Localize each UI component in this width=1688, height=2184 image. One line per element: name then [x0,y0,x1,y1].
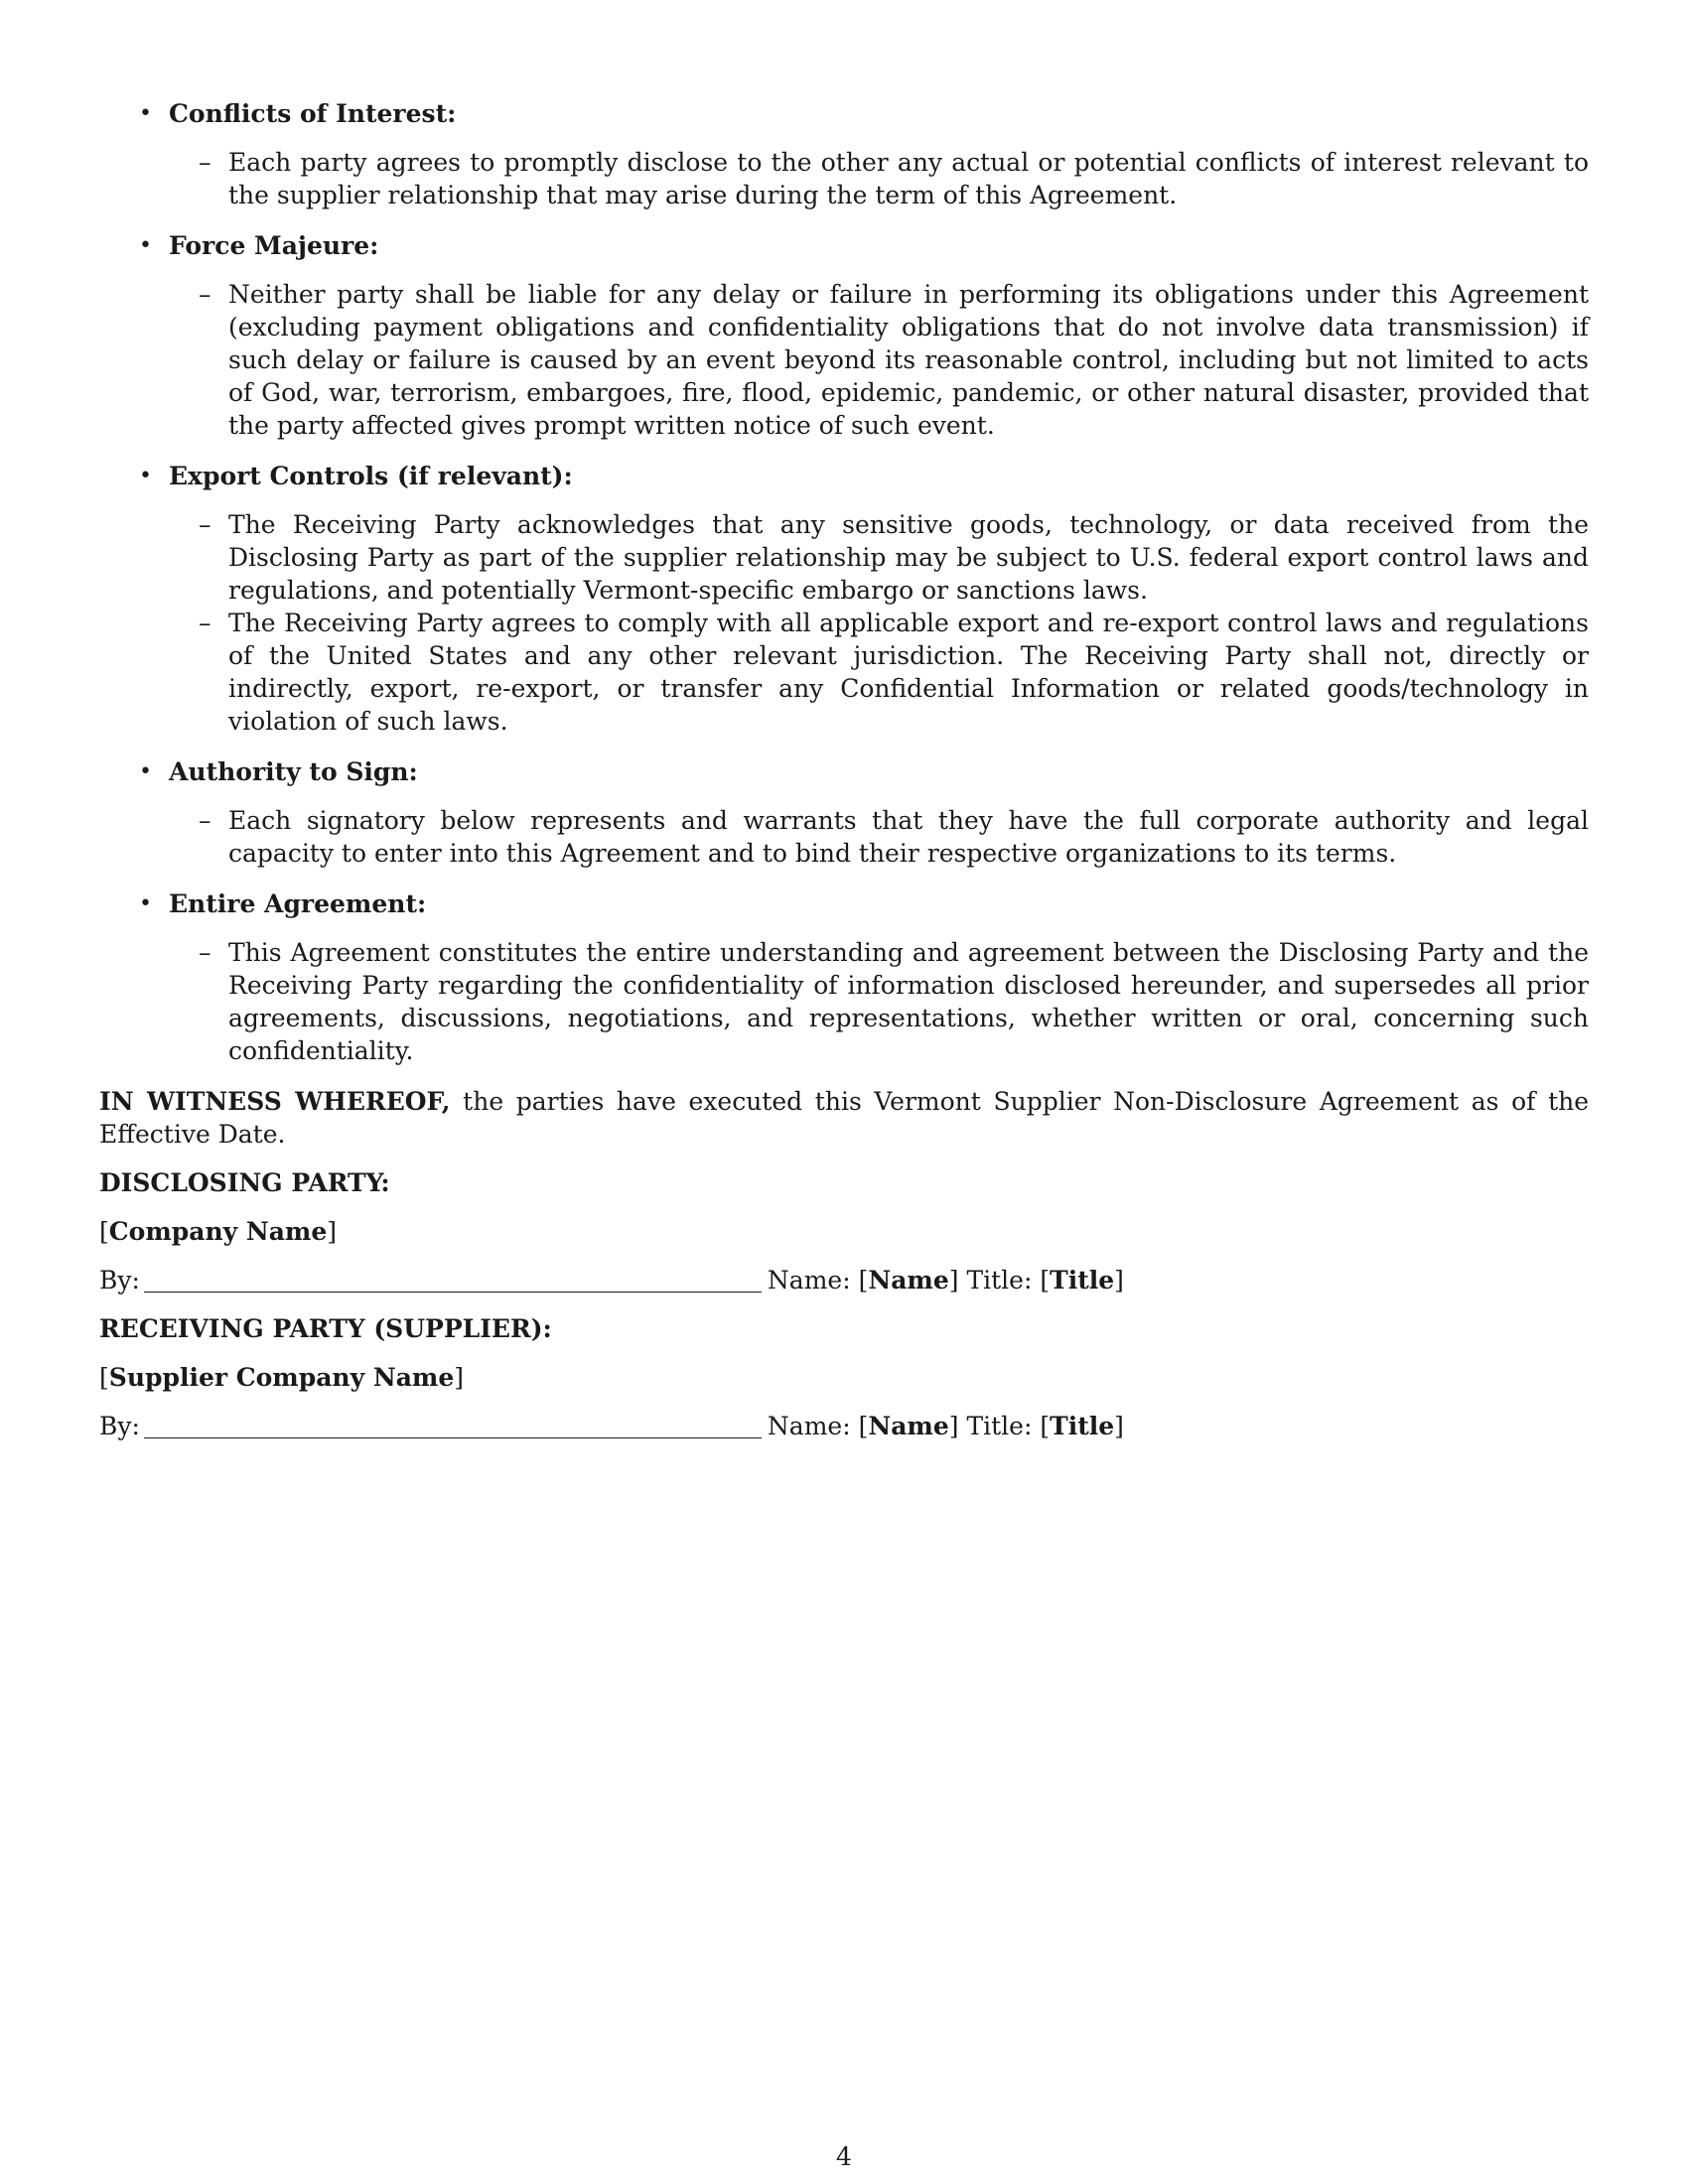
dash-icon: – [199,806,211,835]
section-title: Entire Agreement: [169,889,427,918]
title-placeholder: Title [1050,1266,1115,1295]
witness-text: the parties have executed this Vermont Supplier Non-Disclosure Agreement as of the Effective Date. [99,1087,1590,1149]
clause-item [169,804,1589,870]
bullet-icon: • [139,759,152,784]
name-label: Name: [767,1266,851,1295]
clause-text: Neither party shall be liable for any delay or failure in performing its obligations under this Agreement (excluding payment obligations and confidentiality obligations that do not involve data transmission) if such delay or failure is caused by an event beyond its reasonable control, including but not limited to acts of God, war, terrorism, embargoes, fire, flood, epidemic, pandemic, or other natural disaster, provided that the party affected gives prompt written notice of such event. [228,280,1589,440]
section-title: Conflicts of Interest: [169,99,457,128]
clause-item [169,508,1589,607]
section-entire-agreement [99,887,1589,1067]
witness-lead: IN WITNESS WHEREOF, [99,1087,451,1116]
name-placeholder: Name [868,1266,949,1295]
clause-item [169,278,1589,442]
dash-icon: – [199,938,211,967]
bullet-icon: • [139,233,152,258]
section-title: Export Controls (if relevant): [169,462,573,490]
bullet-icon: • [139,464,152,488]
disclosing-company-name: [Company Name] [99,1217,338,1246]
dash-icon: – [199,148,211,177]
receiving-signature-line: By: Name: [Name] Title: [Title] [99,1412,1124,1440]
witness-clause [99,1085,1589,1151]
section-title: Authority to Sign: [169,757,418,786]
clause-item [169,936,1589,1067]
clause-text: The Receiving Party acknowledges that any sensitive goods, technology, or data received from the Disclosing Party as part of the supplier relationship may be subject to U.S. federal export control laws and regulations, and potentially Vermont-specific embargo or sanctions laws. [228,510,1589,605]
title-label: Title: [966,1266,1033,1295]
clause-text: The Receiving Party agrees to comply with all applicable export and re-export control laws and regulations of the United States and any other relevant jurisdiction. The Receiving Party shall not, directly or indirectly, export, re-export, or transfer any Confidential Information or related goods/technology in violation of such laws. [228,609,1589,736]
by-label: By: [99,1412,140,1440]
section-title: Force Majeure: [169,231,379,260]
by-label: By: [99,1266,140,1295]
section-export-controls [99,460,1589,738]
name-label: Name: [767,1412,851,1440]
name-placeholder: Name [868,1412,949,1440]
section-force-majeure [99,229,1589,442]
clause-text: Each party agrees to promptly disclose to the other any actual or potential conflicts of interest relevant to the supplier relationship that may arise during the term of this Agreement. [228,148,1589,209]
disclosing-signature-line: By: Name: [Name] Title: [Title] [99,1266,1124,1295]
dash-icon: – [199,510,211,539]
receiving-party-heading: RECEIVING PARTY (SUPPLIER): [99,1314,552,1343]
company-name-placeholder: Supplier Company Name [108,1363,455,1392]
document-page [99,97,1589,1458]
receiving-company-name: [Supplier Company Name] [99,1363,465,1392]
clause-item [169,607,1589,738]
signature-field[interactable] [144,1413,762,1438]
disclosing-party-heading: DISCLOSING PARTY: [99,1168,390,1197]
signature-field[interactable] [144,1267,762,1293]
section-authority-to-sign [99,755,1589,870]
title-label: Title: [966,1412,1033,1440]
title-placeholder: Title [1050,1412,1115,1440]
clause-list [99,97,1589,1067]
clause-text: Each signatory below represents and warrants that they have the full corporate authority and legal capacity to enter into this Agreement and to bind their respective organizations to its terms. [228,806,1589,868]
page-number: 4 [836,2142,852,2171]
dash-icon: – [199,609,211,637]
clause-text: This Agreement constitutes the entire understanding and agreement between the Disclosing Party and the Receiving Party regarding the confidentiality of information disclosed hereunder, and supersedes all prior agreements, discussions, negotiations, and representations, whether written or oral, concerning such confidentiality. [228,938,1589,1065]
section-conflicts-of-interest [99,97,1589,211]
company-name-placeholder: Company Name [108,1217,328,1246]
bullet-icon: • [139,891,152,916]
bullet-icon: • [139,101,152,126]
dash-icon: – [199,280,211,309]
clause-item [169,146,1589,211]
